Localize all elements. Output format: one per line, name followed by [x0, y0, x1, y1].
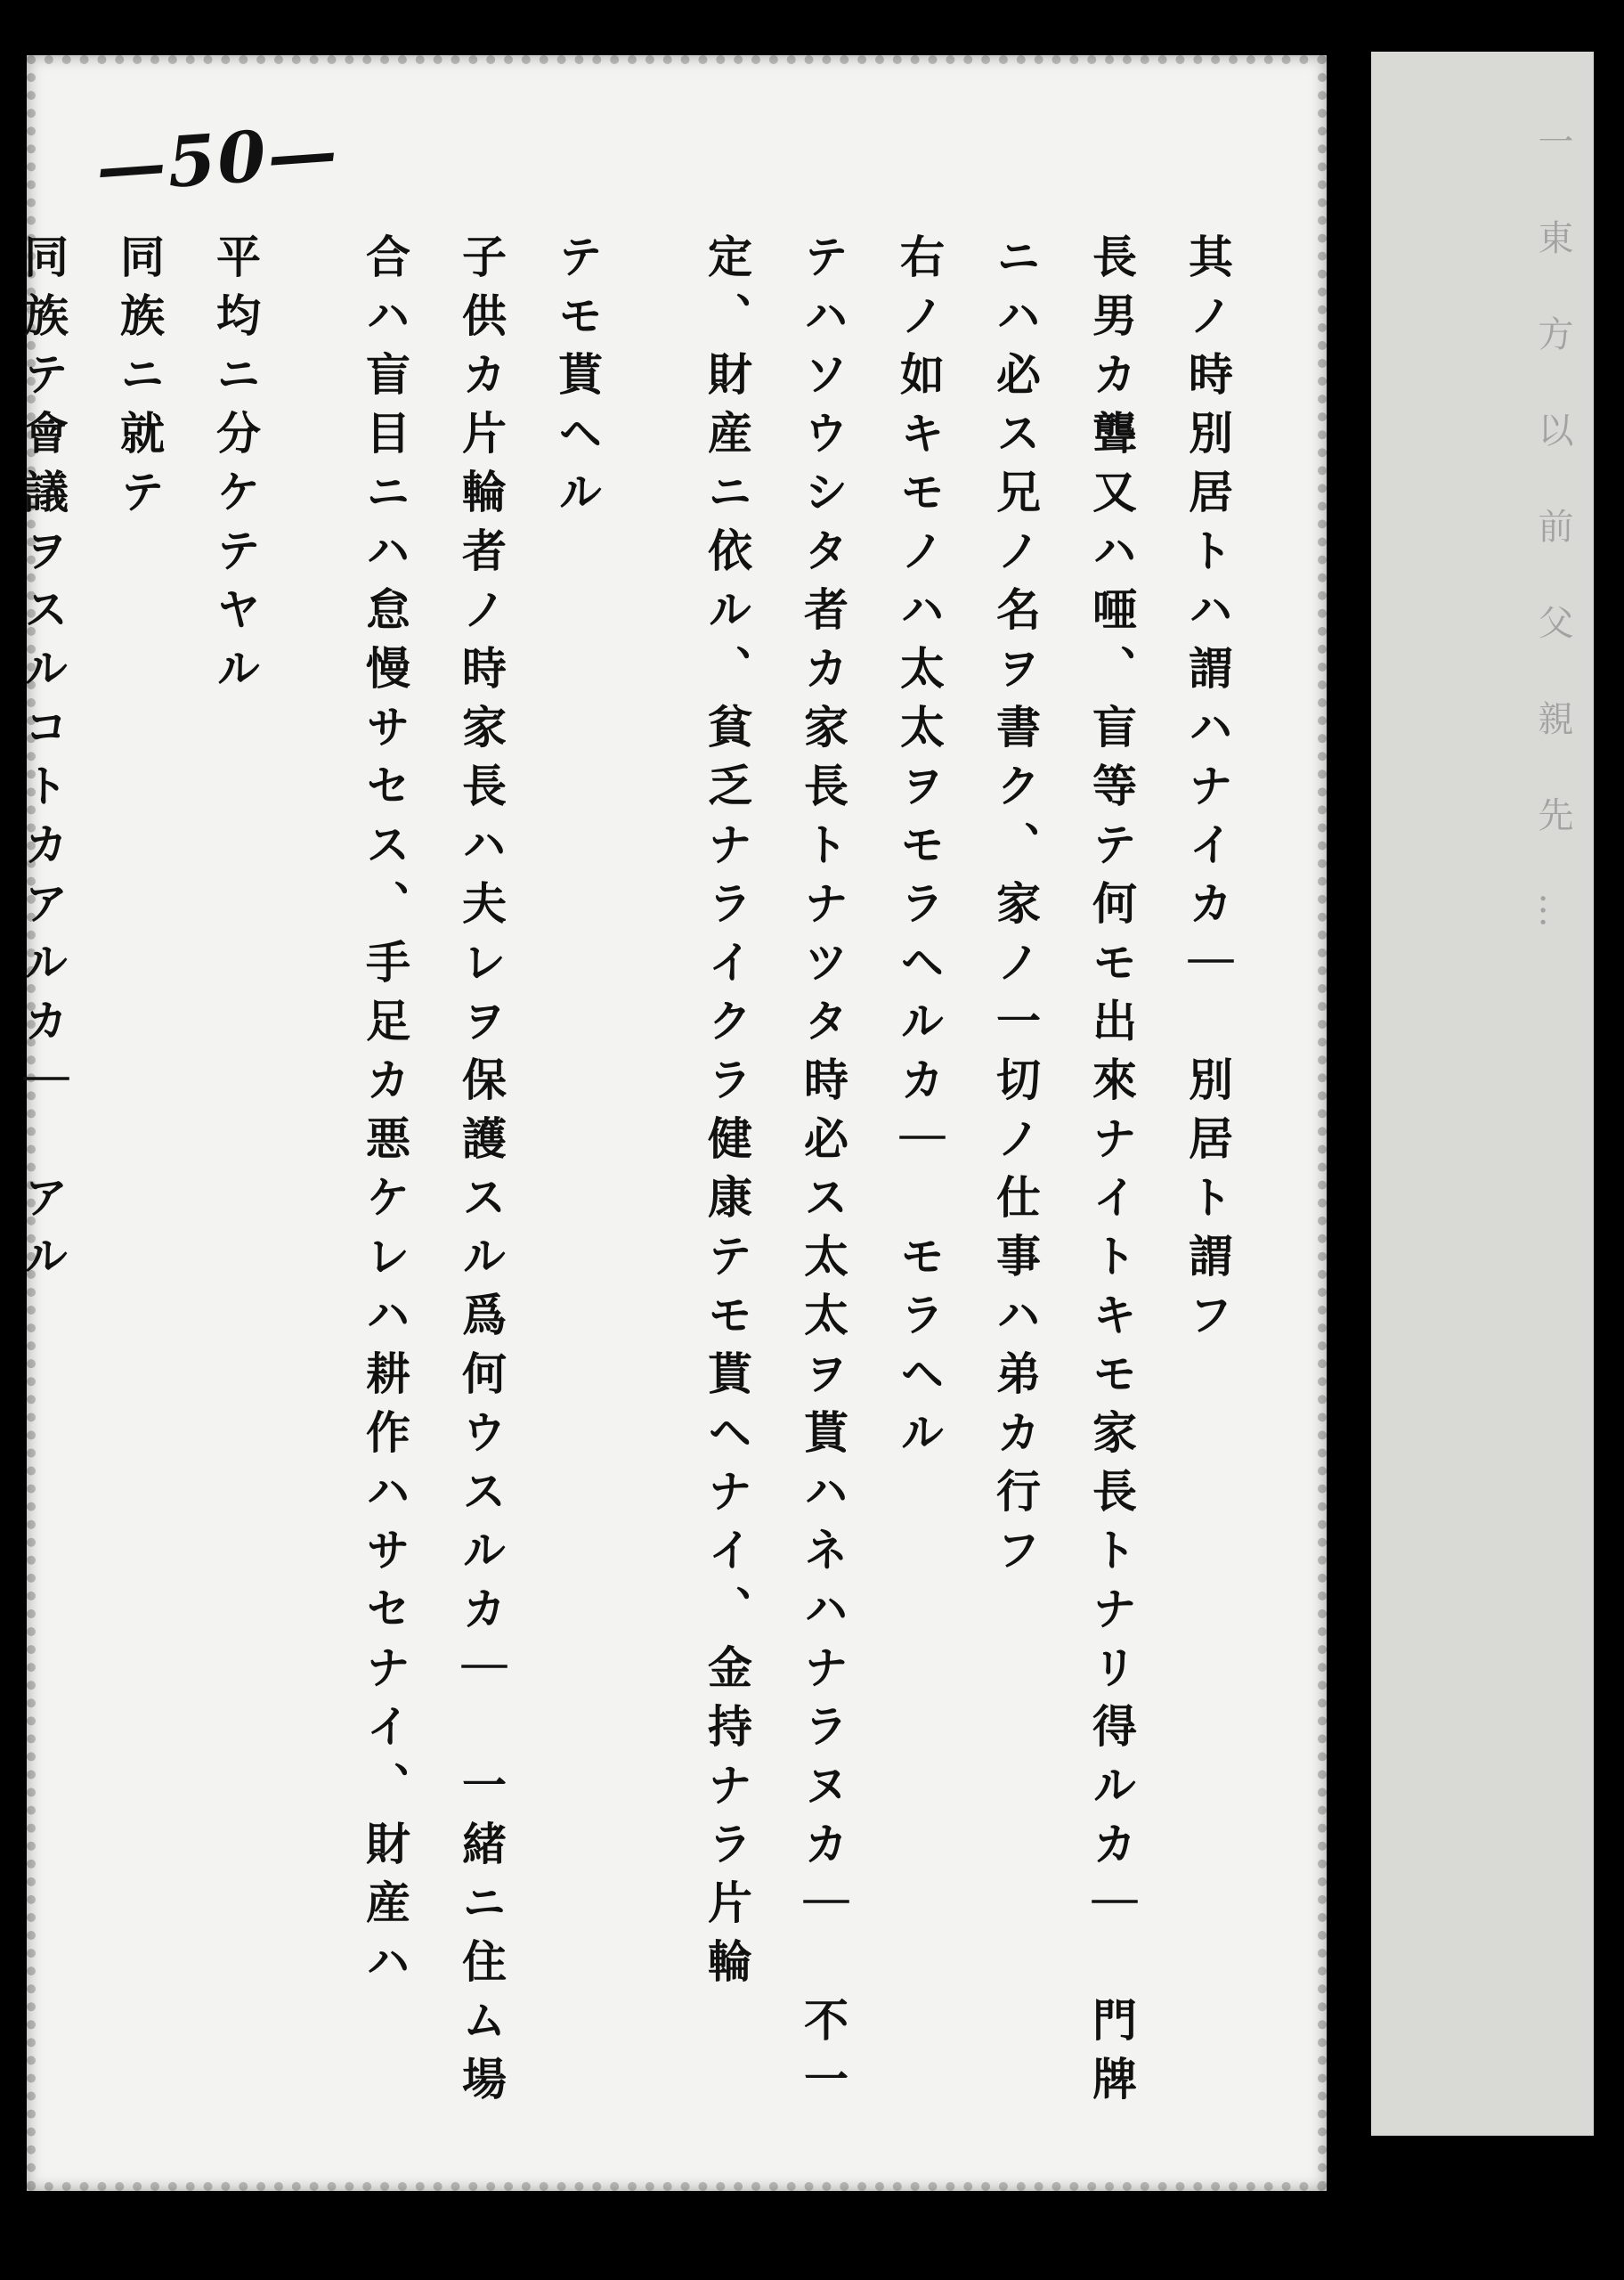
text-line-10: 平均ニ分ケテヤル: [209, 233, 261, 704]
page-number: —50—: [93, 110, 342, 209]
text-line-9: 合ハ盲目ニハ怠慢サセス、手足カ悪ケレハ耕作ハサセナイ、財産ハ: [359, 233, 410, 1997]
text-line-7: テモ貰ヘル: [551, 233, 603, 527]
text-line-5: テハソウシタ者カ家長トナツタ時必ス太太ヲ貰ハネハナラヌカ｜ 不一: [797, 233, 849, 2114]
document-page: [17, 55, 1327, 2191]
adjacent-page-strip: [1371, 52, 1594, 2136]
section-heading: 同族ニ就テ: [113, 233, 165, 527]
vertical-body-text: [17, 233, 1255, 2114]
text-line-1: 其ノ時別居トハ謂ハナイカ｜ 別居ト謂フ: [1181, 233, 1233, 1350]
text-line-6: 定、財産ニ依ル、貧乏ナライクラ健康テモ貰ヘナイ、金持ナラ片輪: [701, 233, 752, 1997]
text-line-3: ニハ必ス兄ノ名ヲ書ク、家ノ一切ノ仕事ハ弟カ行フ: [989, 233, 1041, 1585]
text-line-4: 右ノ如キモノハ太太ヲモラヘルカ｜ モラヘル: [893, 233, 945, 1468]
adjacent-page-text: 一 東 方 以 前 父 親 先 …: [1532, 123, 1573, 940]
text-line-8: 子供カ片輪者ノ時家長ハ夫レヲ保護スル爲何ウスルカ｜ 一緒ニ住ム場: [455, 233, 507, 2114]
text-line-2: 長男カ聾又ハ唖、盲等テ何モ出來ナイトキモ家長トナリ得ルカ｜ 門牌: [1085, 233, 1137, 2114]
text-line-12: 同族テ會議ヲスルコトカアルカ｜ アル: [17, 233, 69, 1291]
